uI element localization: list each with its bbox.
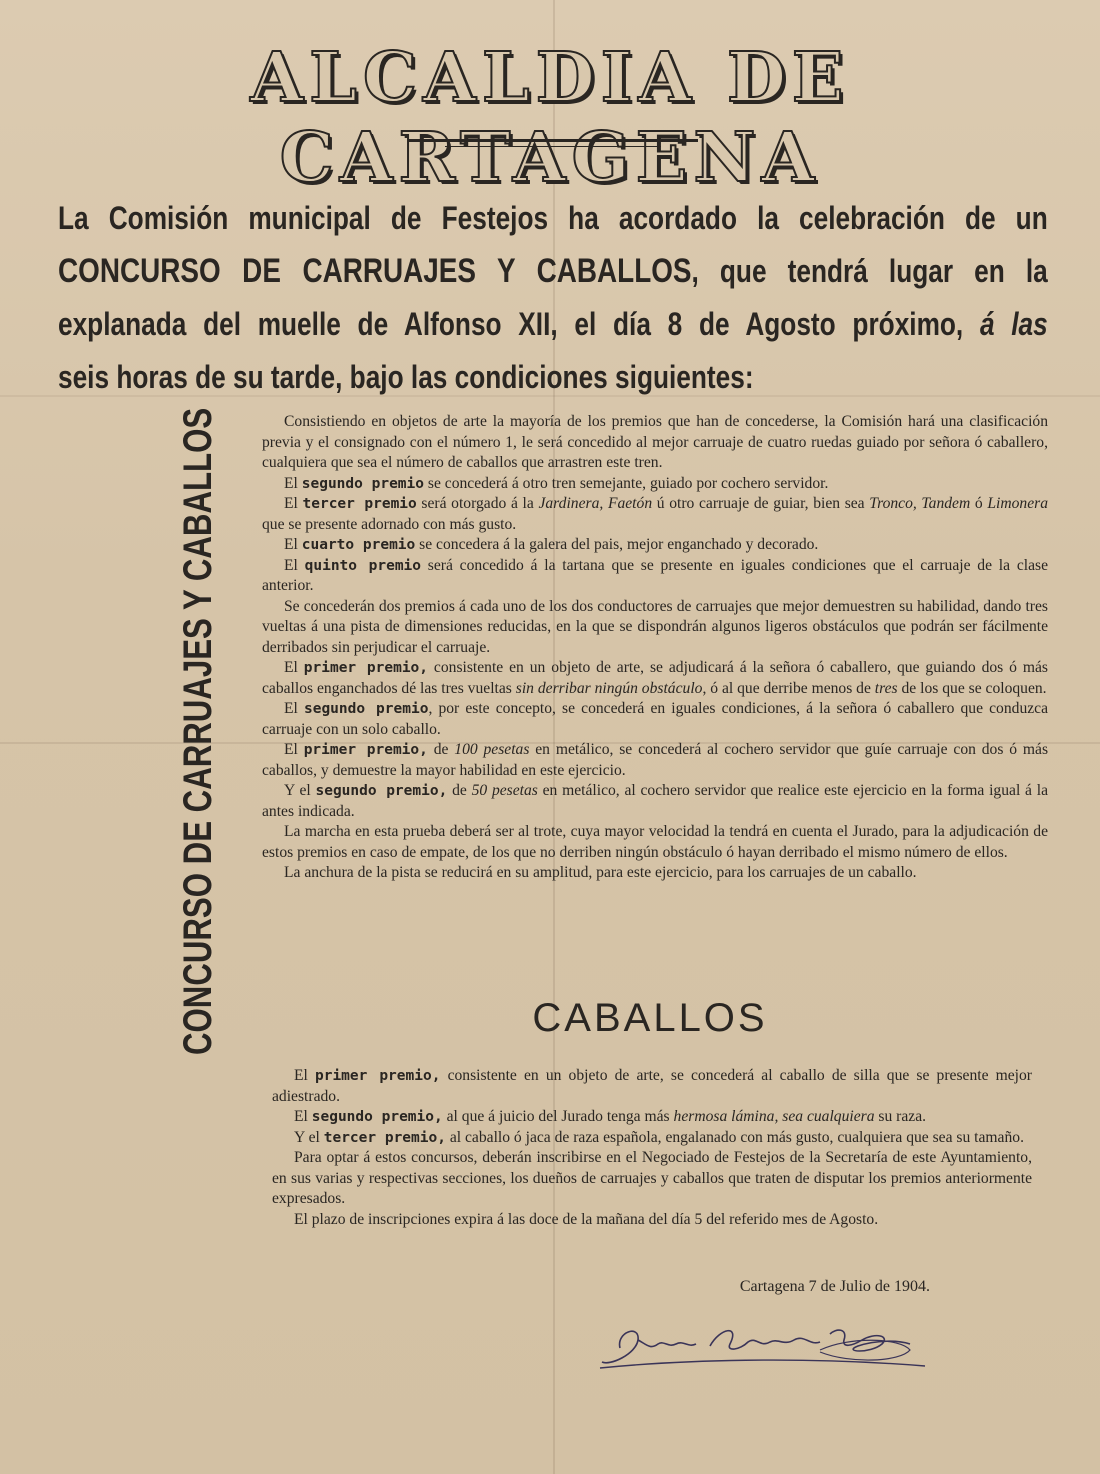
- prize-label: segundo premio,: [311, 1109, 443, 1125]
- paragraph: El segundo premio, por este concepto, se concederá en iguales condiciones, á la señora ó caballero que conduzca carruaje con un solo caballo.: [262, 700, 1049, 738]
- prize-label: primer premio,: [314, 1068, 441, 1084]
- paragraph: Y el segundo premio, de 50 pesetas en metálico, al cochero servidor que realice este ejercicio en la forma igual á la antes indicada.: [262, 782, 1048, 820]
- prize-label: segundo premio: [301, 475, 424, 492]
- intro-line-3: explanada del muelle de Alfonso XII, el día 8 de Agosto próximo, á las: [58, 306, 1048, 342]
- prize-label: primer premio,: [303, 742, 428, 758]
- paragraph: El primer premio, consistente en un objeto de arte, se concederá al caballo de silla que se presente mejor adiestrado.: [272, 1067, 1032, 1105]
- prize-label: segundo premio: [303, 701, 429, 717]
- paragraph: El cuarto premio se concedera á la galera del pais, mejor enganchado y decorado.: [284, 536, 819, 553]
- intro-line-2: CONCURSO DE CARRUAJES Y CABALLOS, que tendrá lugar en la: [58, 252, 1048, 290]
- intro-line-4: seis horas de su tarde, bajo las condiciones siguientes:: [58, 359, 754, 395]
- signature: [580, 1310, 940, 1380]
- paragraph: La marcha en esta prueba deberá ser al trote, cuya mayor velocidad la tendrá en cuenta el Jurado, para la adjudicación de estos premios en caso de empate, de los que no derriben ningún obstáculo ó hayan derribado el mismo número de ellos.: [262, 823, 1048, 861]
- intro-line-1: La Comisión municipal de Festejos ha acordado la celebración de un: [58, 200, 1048, 236]
- title-rule-thin: [445, 146, 661, 147]
- date-line: Cartagena 7 de Julio de 1904.: [739, 1278, 930, 1295]
- contest-name: CONCURSO DE CARRUAJES Y CABALLOS: [58, 252, 692, 290]
- paragraph: El segundo premio se concederá á otro tren semejante, guiado por cochero servidor.: [284, 474, 829, 492]
- prize-label: tercer premio: [302, 496, 417, 512]
- prize-label: primer premio,: [303, 660, 429, 676]
- paragraph: El primer premio, de 100 pesetas en metálico, se concederá al cochero servidor que guíe carruaje con dos ó más caballos, y demuestre la mayor habilidad en este ejercicio.: [262, 741, 1049, 779]
- paragraph: El tercer premio será otorgado á la Jardinera, Faetón ú otro carruaje de guiar, bien sea Tronco, Tandem ó Limonera que se presente adornado con más gusto.: [262, 495, 1049, 533]
- paragraph: Se concederán dos premios á cada uno de los dos conductores de carruajes que mejor demuestren su habilidad, dando tres vueltas á una pista de dimensiones reducidas, en la que se dispondrán algunos ligeros obstáculos que podrán ser fácilmente derribados sin perjudicar el carruaje.: [262, 597, 1048, 656]
- prize-label: cuarto premio: [301, 537, 416, 553]
- title-rule: [408, 139, 698, 142]
- paragraph: El quinto premio será concedido á la tartana que se presente en iguales condiciones que el carruaje de la clase anterior.: [262, 556, 1048, 594]
- paragraph: Para optar á estos concursos, deberán inscribirse en el Negociado de Festejos de la Secretaría de este Ayuntamiento, en sus varias y respectivas secciones, los dueños de carruajes y caballos que traten de disputar los premios anteriormente expresados.: [272, 1149, 1032, 1207]
- paragraph: Consistiendo en objetos de arte la mayoría de los premios que han de concederse, la Comisión hará una clasificación previa y el consignado con el número 1, le será concedido al mejor carruaje de cuatro ruedas guiado por señora ó caballero, cualquiera que sea el número de caballos que arrastren este tren.: [262, 413, 1048, 471]
- prize-label: segundo premio,: [315, 783, 448, 799]
- page-title: ALCALDIA DE CARTAGENA: [250, 38, 850, 198]
- prize-label: tercer premio,: [323, 1129, 446, 1146]
- prize-label: quinto premio: [304, 557, 422, 574]
- paragraph: La anchura de la pista se reducirá en su amplitud, para este ejercicio, para los carruajes de un caballo.: [284, 864, 917, 881]
- side-label: CONCURSO DE CARRUAJES Y CABALLOS: [176, 407, 220, 1055]
- paragraph: El primer premio, consistente en un objeto de arte, se adjudicará á la señora ó caballero, que guiando dos ó más caballos enganchados dé las tres vueltas sin derribar ningún obstáculo, ó al que derribe menos de tres de los que se coloquen.: [262, 659, 1048, 697]
- paragraph: Y el tercer premio, al caballo ó jaca de raza española, engalanado con más gusto, cualquiera que sea su tamaño.: [294, 1128, 1024, 1146]
- carruajes-conditions: [262, 412, 1048, 884]
- caballos-conditions: [272, 1066, 1032, 1230]
- paragraph: El plazo de inscripciones expira á las doce de la mañana del día 5 del referido mes de Agosto.: [294, 1210, 879, 1228]
- paragraph: El segundo premio, al que á juicio del Jurado tenga más hermosa lámina, sea cualquiera su raza.: [294, 1108, 927, 1125]
- caballos-heading: CABALLOS: [532, 996, 768, 1040]
